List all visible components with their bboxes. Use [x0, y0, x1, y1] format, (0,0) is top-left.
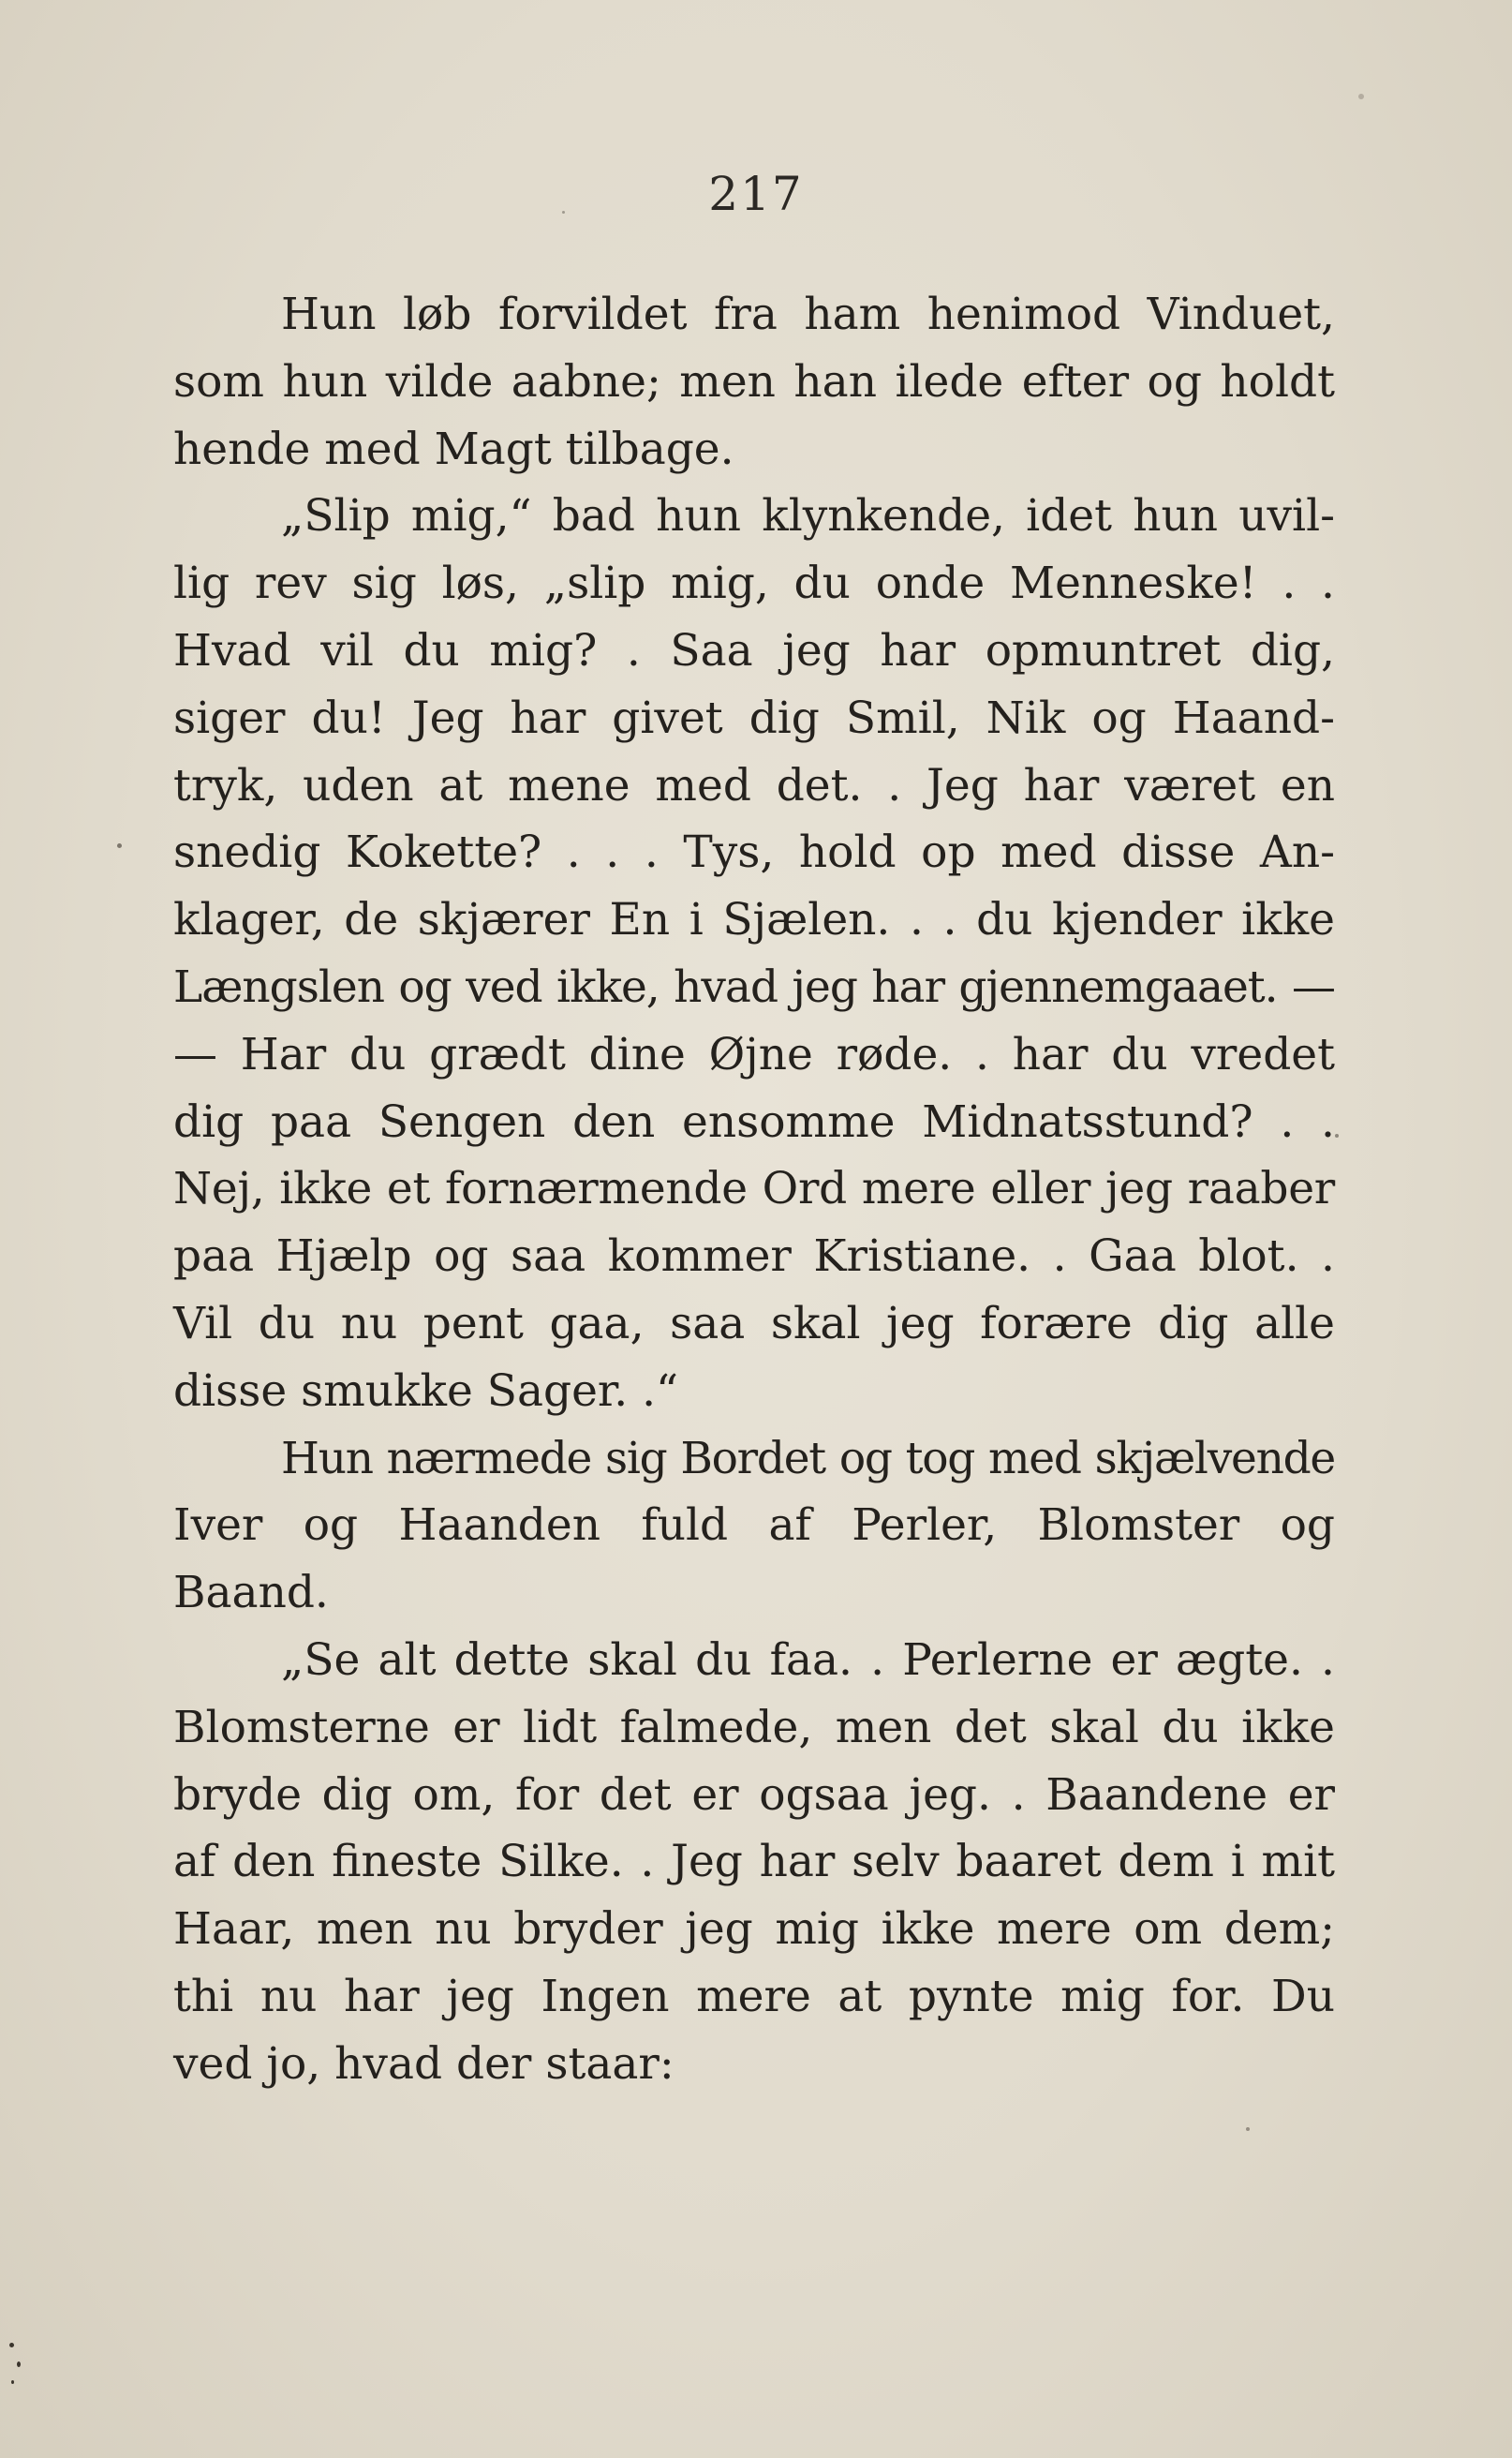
text-line: tryk, uden at mene med det. . Jeg har været en [173, 759, 1335, 812]
text-line: dig paa Sengen den ensomme Midnatsstund? . . [173, 1095, 1335, 1148]
text-line: som hun vilde aabne; men han ilede efter og holdt [173, 355, 1335, 408]
paper-speck [1358, 94, 1364, 99]
text-line: klager, de skjærer En i Sjælen. . . du kjender ikke [173, 894, 1335, 946]
paper-speck [11, 2380, 14, 2384]
text-line: Iver og Haanden fuld af Perler, Blomster og [173, 1499, 1335, 1552]
paper-speck [1335, 1134, 1339, 1138]
text-line: Blomsterne er lidt falmede, men det skal du ikke [173, 1701, 1335, 1753]
text-line: „Se alt dette skal du faa. . Perlerne er ægte. . [281, 1633, 1335, 1686]
text-line: Hvad vil du mig? . Saa jeg har opmuntret dig, [173, 624, 1335, 677]
paper-speck [9, 2343, 14, 2347]
text-line: bryde dig om, for det er ogsaa jeg. . Baandene er [173, 1768, 1335, 1821]
text-line: siger du! Jeg har givet dig Smil, Nik og Haand- [173, 692, 1335, 744]
paper-speck [117, 843, 122, 848]
paper-speck [1246, 2127, 1250, 2131]
text-line: Baand. [173, 1567, 329, 1619]
paper-speck [562, 211, 565, 214]
text-line: Hun nærmede sig Bordet og tog med skjælvende [281, 1432, 1335, 1484]
text-line: Haar, men nu bryder jeg mig ikke mere om dem; [173, 1903, 1335, 1956]
text-line: Hun løb forvildet fra ham henimod Vinduet, [281, 289, 1335, 340]
text-line: Nej, ikke et fornærmende Ord mere eller jeg raaber [173, 1163, 1335, 1215]
text-line: Vil du nu pent gaa, saa skal jeg forære dig alle [173, 1297, 1335, 1349]
text-line: snedig Kokette? . . . Tys, hold op med disse An- [173, 827, 1335, 879]
text-line: lig rev sig løs, „slip mig, du onde Menneske! . . [173, 558, 1335, 610]
text-line: Længslen og ved ikke, hvad jeg har gjennemgaaet. — [173, 961, 1335, 1013]
text-line: paa Hjælp og saa kommer Kristiane. . Gaa blot. . [173, 1230, 1335, 1283]
text-line: ved jo, hvad der staar: [173, 2037, 674, 2090]
page-number: 217 [708, 167, 804, 221]
paper-speck [17, 2361, 21, 2367]
text-line: „Slip mig,“ bad hun klynkende, idet hun uvil- [281, 490, 1335, 543]
text-line: hende med Magt tilbage. [173, 423, 734, 475]
text-line: thi nu har jeg Ingen mere at pynte mig for. Du [173, 1970, 1335, 2022]
text-line: — Har du grædt dine Øjne røde. . har du vredet [173, 1028, 1335, 1080]
text-line: af den fineste Silke. . Jeg har selv baaret dem i mit [173, 1836, 1335, 1888]
body-text [173, 281, 1335, 2098]
text-line: disse smukke Sager. .“ [173, 1364, 679, 1417]
